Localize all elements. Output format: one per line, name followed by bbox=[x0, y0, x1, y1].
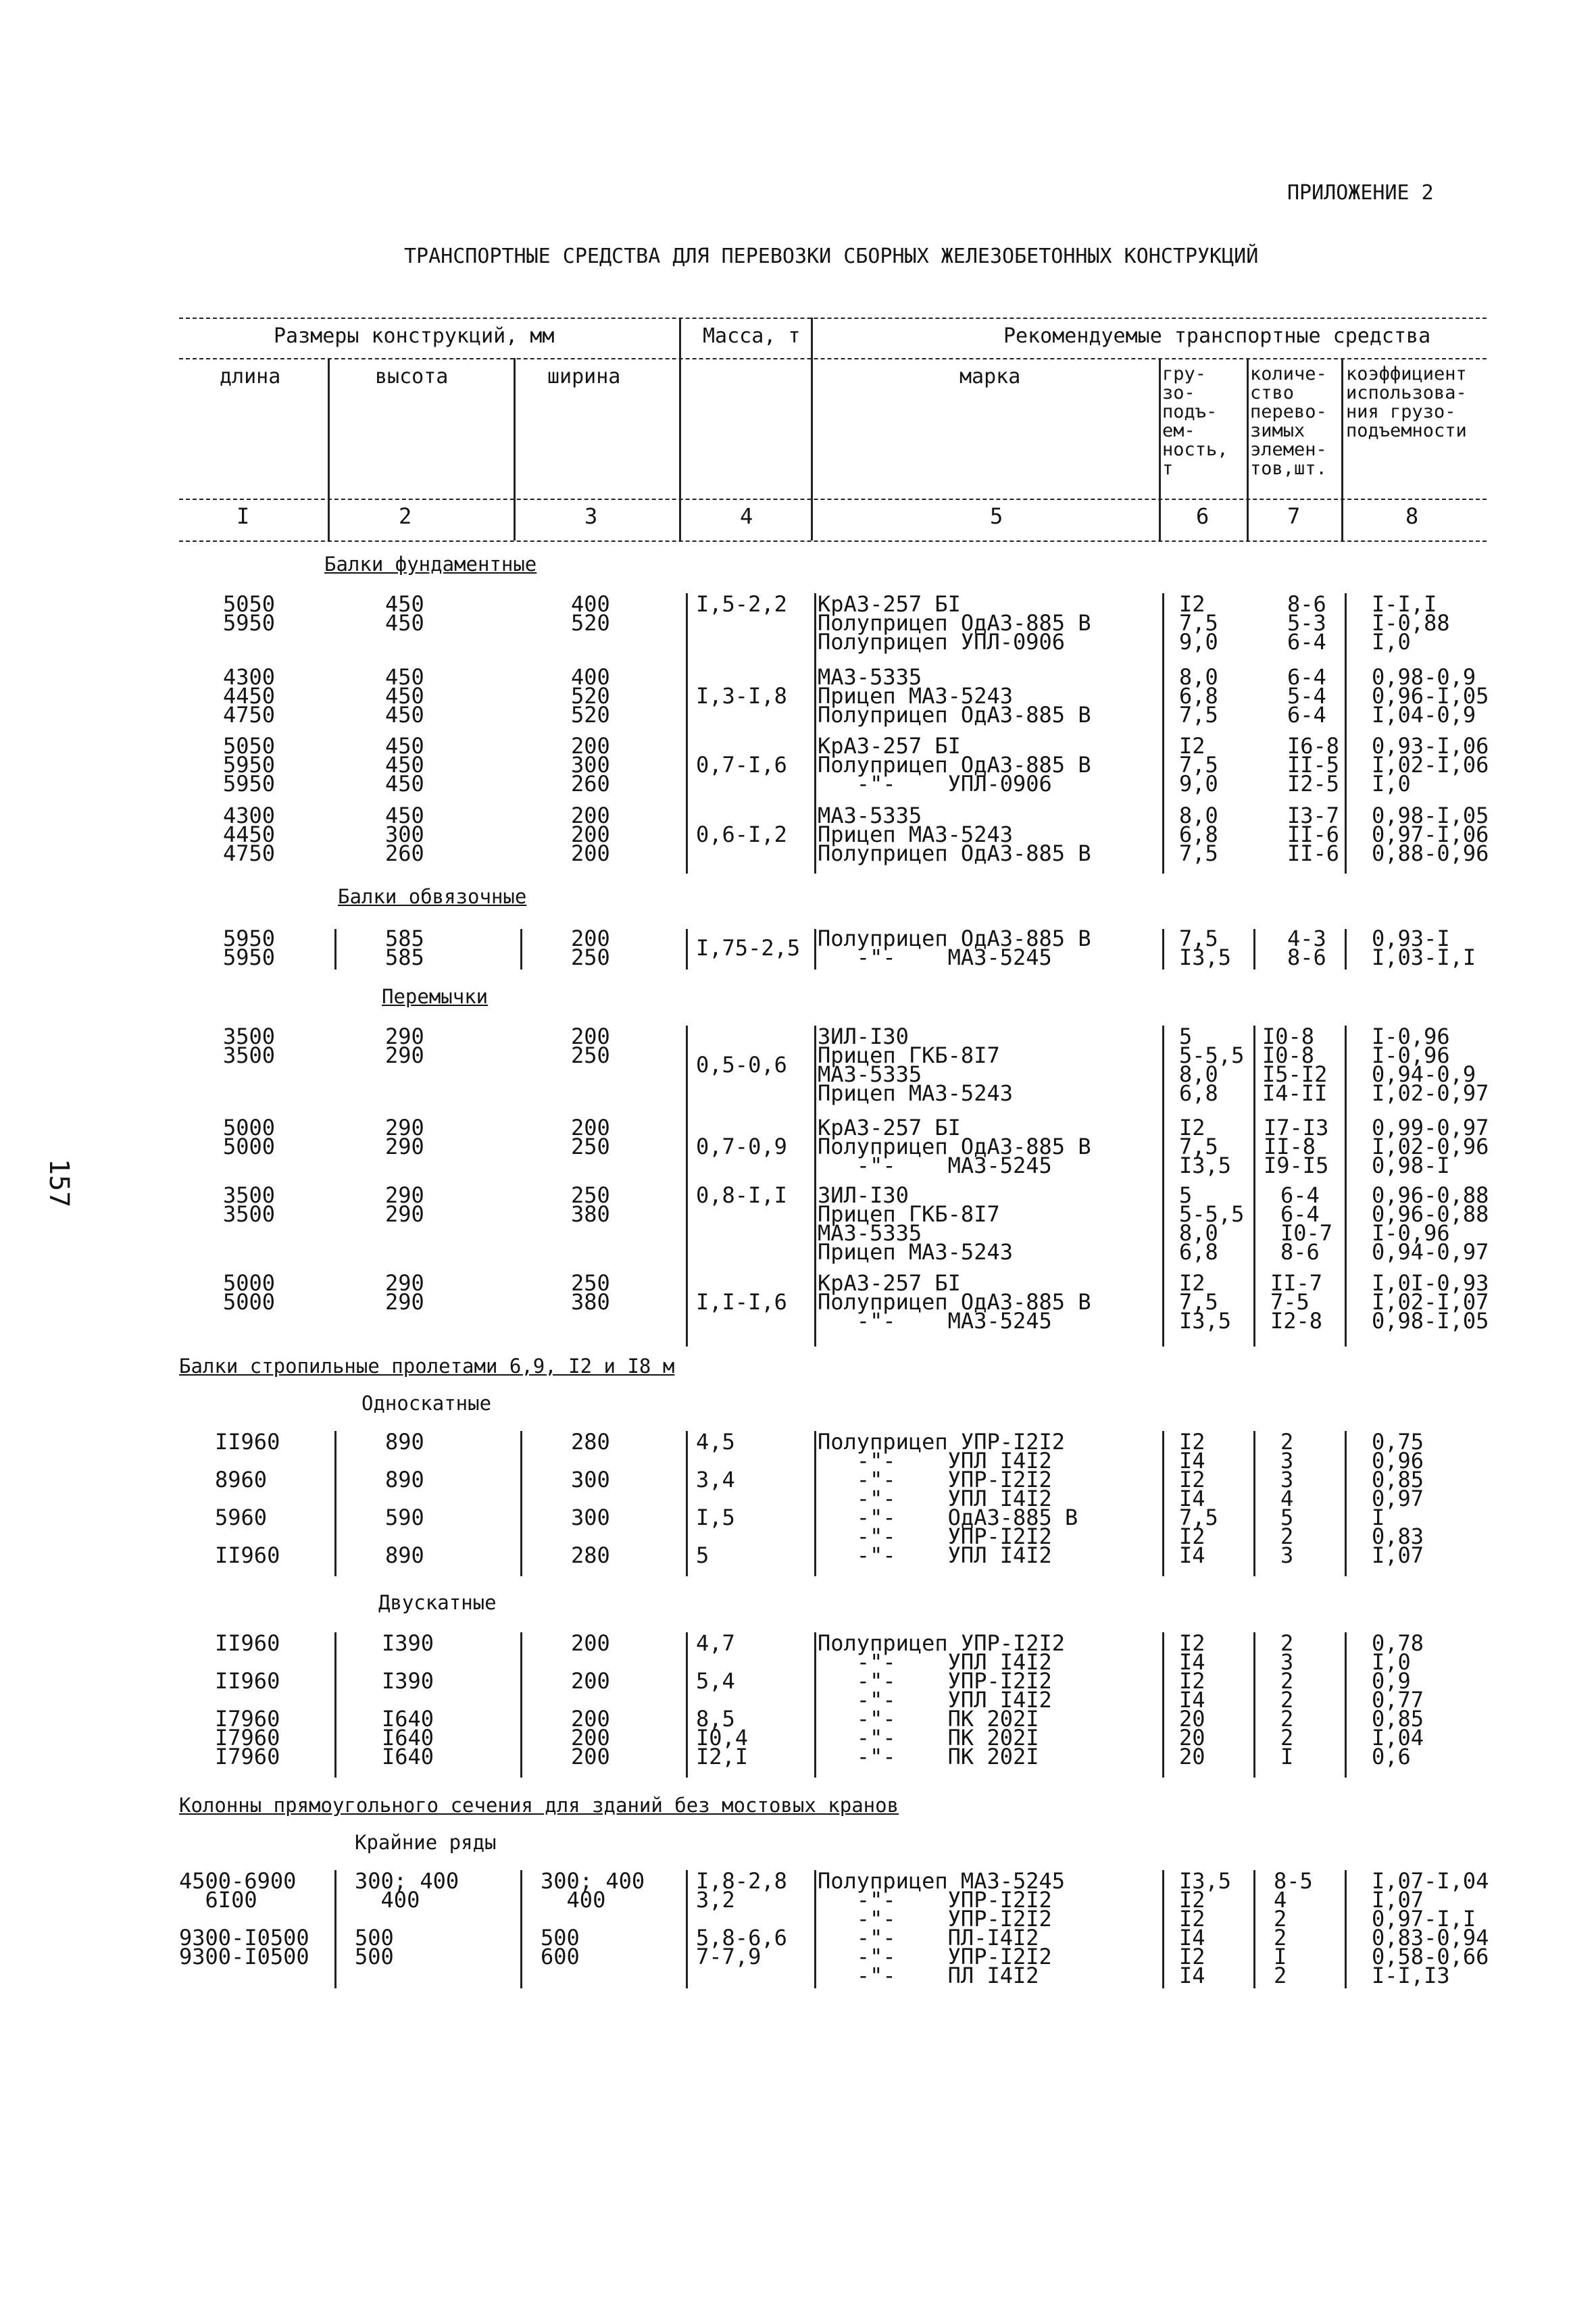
cell-coefficient: 0,96-0,88 0,96-0,88 I-0,96 0,94-0,97 bbox=[1372, 1182, 1489, 1265]
column-separator bbox=[1162, 593, 1164, 874]
column-separator bbox=[814, 593, 816, 874]
cell-width: 300; 400 400 500 600 bbox=[541, 1868, 645, 1969]
header-divider bbox=[679, 318, 681, 540]
table-top-line bbox=[179, 318, 1487, 319]
header-brand: марка bbox=[959, 365, 1021, 388]
cell-brand: ЗИЛ-I30 Прицеп ГКБ-8I7 МАЗ-5335 Прицеп МАЗ-5243 bbox=[818, 1024, 1013, 1106]
column-separator bbox=[1253, 1632, 1255, 1778]
column-separator bbox=[1345, 1026, 1347, 1347]
cell-brand: Полуприцеп МАЗ-5245 -"- УПР-I2I2 -"- УПР-I2I2 -"- ПЛ-I4I2 -"- УПР-I2I2 -"- ПЛ I4I2 bbox=[818, 1868, 1066, 1988]
cell-capacity: 8,0 6,8 7,5 bbox=[1179, 664, 1218, 728]
column-separator bbox=[520, 1632, 522, 1778]
cell-capacity: I2 7,5 I3,5 bbox=[1179, 1270, 1232, 1334]
header-divider bbox=[328, 358, 330, 540]
cell-length: 4500-6900 6I00 9300-I0500 9300-I0500 bbox=[179, 1868, 309, 1969]
cell-mass: 4,7 5,4 8,5 I0,4 I2,I bbox=[696, 1630, 749, 1769]
column-separator bbox=[814, 929, 816, 970]
cell-quantity: I0-8 I0-8 I5-I2 I4-II bbox=[1262, 1024, 1328, 1106]
header-dimensions: Размеры конструкций, мм bbox=[274, 324, 555, 348]
cell-quantity: 8-6 5-3 6-4 bbox=[1287, 591, 1326, 655]
section-heading: Перемычки bbox=[382, 985, 489, 1008]
cell-capacity: I2 7,5 9,0 bbox=[1179, 591, 1218, 655]
cell-width: 400 520 520 bbox=[571, 664, 610, 728]
cell-height: 290 290 bbox=[385, 1182, 424, 1227]
header-divider bbox=[514, 358, 516, 540]
column-separator bbox=[1253, 929, 1255, 970]
cell-brand: КрАЗ-257 БI Полуприцеп ОдАЗ-885 В -"- МАЗ-5245 bbox=[818, 1115, 1091, 1178]
column-separator bbox=[1345, 929, 1347, 970]
cell-length: 5000 5000 bbox=[223, 1270, 276, 1315]
cell-length: 3500 3500 bbox=[223, 1182, 276, 1227]
cell-coefficient: 0,99-0,97 I,02-0,96 0,98-I bbox=[1372, 1115, 1489, 1178]
column-number: 5 bbox=[990, 503, 1003, 529]
cell-quantity: 6-4 5-4 6-4 bbox=[1287, 664, 1326, 728]
cell-brand: КрАЗ-257 БI Полуприцеп ОдАЗ-885 В Полуприцеп УПЛ-0906 bbox=[818, 591, 1091, 655]
page-title: ТРАНСПОРТНЫЕ СРЕДСТВА ДЛЯ ПЕРЕВОЗКИ СБОРНЫХ ЖЕЛЕЗОБЕТОННЫХ КОНСТРУКЦИЙ bbox=[404, 245, 1259, 268]
column-separator bbox=[686, 929, 688, 970]
cell-length: 4300 4450 4750 bbox=[223, 664, 276, 728]
cell-coefficient: 0,75 0,96 0,85 0,97 I 0,83 I,07 bbox=[1372, 1429, 1424, 1568]
cell-coefficient: 0,78 I,0 0,9 0,77 0,85 I,04 0,6 bbox=[1372, 1630, 1424, 1769]
column-separator bbox=[1345, 593, 1347, 874]
cell-length: 5000 5000 bbox=[223, 1115, 276, 1159]
cell-width: 200 250 bbox=[571, 1024, 610, 1068]
column-number: 7 bbox=[1287, 503, 1301, 529]
header-coefficient: коэффициент использова- ния грузо- подъемности bbox=[1346, 363, 1467, 441]
cell-capacity: 8,0 6,8 7,5 bbox=[1179, 803, 1218, 866]
column-separator bbox=[1162, 1431, 1164, 1576]
column-separator bbox=[1162, 1026, 1164, 1347]
column-separator bbox=[520, 929, 522, 970]
cell-length: II960 II960 I7960 I7960 I7960 bbox=[215, 1630, 280, 1769]
column-separator bbox=[1345, 1431, 1347, 1576]
cell-mass: 0,8-I,I bbox=[696, 1182, 787, 1208]
cell-capacity: 5 5-5,5 8,0 6,8 bbox=[1179, 1182, 1245, 1265]
cell-coefficient: 0,93-I I,03-I,I bbox=[1372, 926, 1476, 970]
header-divider bbox=[1341, 358, 1343, 540]
cell-mass: I,3-I,8 bbox=[696, 683, 787, 709]
column-separator bbox=[334, 1632, 336, 1778]
column-separator bbox=[814, 1870, 816, 1988]
column-separator bbox=[334, 929, 336, 970]
column-separator bbox=[686, 1026, 688, 1347]
header-line-3 bbox=[179, 540, 1487, 542]
cell-mass: 0,5-0,6 bbox=[696, 1052, 787, 1078]
header-width: ширина bbox=[547, 365, 621, 388]
column-separator bbox=[1345, 1870, 1347, 1988]
column-separator bbox=[1162, 1870, 1164, 1988]
column-separator bbox=[1253, 1026, 1255, 1347]
cell-height: 450 450 bbox=[385, 591, 424, 636]
column-number: 6 bbox=[1196, 503, 1210, 529]
cell-height: 450 300 260 bbox=[385, 803, 424, 866]
cell-width: 400 520 bbox=[571, 591, 610, 636]
column-separator bbox=[334, 1870, 336, 1988]
cell-mass: 0,6-I,2 bbox=[696, 822, 787, 847]
column-separator bbox=[814, 1632, 816, 1778]
column-separator bbox=[1162, 929, 1164, 970]
cell-coefficient: I-0,96 I-0,96 0,94-0,9 I,02-0,97 bbox=[1372, 1024, 1489, 1106]
cell-quantity: 6-4 6-4 I0-7 8-6 bbox=[1280, 1182, 1333, 1265]
header-line-1 bbox=[179, 358, 1487, 359]
column-separator bbox=[1162, 1632, 1164, 1778]
column-separator bbox=[814, 1431, 816, 1576]
cell-quantity: 8-5 4 2 2 I 2 bbox=[1274, 1868, 1313, 1988]
cell-brand: Полуприцеп ОдАЗ-885 В -"- МАЗ-5245 bbox=[818, 926, 1091, 970]
header-capacity: гру- зо- подъ- ем- ность, т bbox=[1162, 363, 1228, 479]
cell-brand: МАЗ-5335 Прицеп МАЗ-5243 Полуприцеп ОдАЗ-885 В bbox=[818, 803, 1091, 866]
column-separator bbox=[686, 1431, 688, 1576]
cell-width: 280 300 300 280 bbox=[571, 1429, 610, 1568]
column-separator bbox=[520, 1870, 522, 1988]
header-divider bbox=[1247, 358, 1249, 540]
page-number: 157 bbox=[43, 1159, 74, 1208]
column-number: 3 bbox=[584, 503, 598, 529]
column-number: I bbox=[236, 503, 250, 529]
cell-mass: 4,5 3,4 I,5 5 bbox=[696, 1429, 735, 1568]
header-line-2 bbox=[179, 499, 1487, 500]
column-separator bbox=[686, 593, 688, 874]
cell-capacity: I2 7,5 9,0 bbox=[1179, 733, 1218, 797]
cell-brand: КрАЗ-257 БI Полуприцеп ОдАЗ-885 В -"- МАЗ-5245 bbox=[818, 1270, 1091, 1334]
cell-width: 200 300 260 bbox=[571, 733, 610, 797]
cell-brand: Полуприцеп УПР-I2I2 -"- УПЛ I4I2 -"- УПР-I2I2 -"- УПЛ I4I2 -"- ПК 202I -"- ПК 202I -"- ПК 202I bbox=[818, 1630, 1066, 1769]
header-mass: Масса, т bbox=[703, 324, 801, 348]
column-number: 4 bbox=[740, 503, 753, 529]
cell-brand: КрАЗ-257 БI Полуприцеп ОдАЗ-885 В -"- УПЛ-0906 bbox=[818, 733, 1091, 797]
subsection-heading: Односкатные bbox=[361, 1392, 492, 1415]
cell-coefficient: 0,98-0,9 0,96-I,05 I,04-0,9 bbox=[1372, 664, 1489, 728]
header-transport: Рекомендуемые транспортные средства bbox=[1003, 324, 1431, 348]
section-heading: Балки стропильные пролетами 6,9, I2 и I8 м bbox=[179, 1355, 675, 1378]
cell-width: 200 200 200 200 200 bbox=[571, 1630, 610, 1769]
cell-length: 3500 3500 bbox=[223, 1024, 276, 1068]
column-separator bbox=[334, 1431, 336, 1576]
cell-height: 450 450 450 bbox=[385, 733, 424, 797]
cell-quantity: 2 3 2 2 2 2 I bbox=[1280, 1630, 1294, 1769]
cell-quantity: I3-7 II-6 II-6 bbox=[1287, 803, 1340, 866]
cell-width: 250 380 bbox=[571, 1270, 610, 1315]
cell-length: 4300 4450 4750 bbox=[223, 803, 276, 866]
cell-width: 200 250 bbox=[571, 1115, 610, 1159]
column-separator bbox=[1253, 1431, 1255, 1576]
cell-coefficient: I,0I-0,93 I,02-I,07 0,98-I,05 bbox=[1372, 1270, 1489, 1334]
column-separator bbox=[814, 1026, 816, 1347]
cell-brand: ЗИЛ-I30 Прицеп ГКБ-8I7 МАЗ-5335 Прицеп МАЗ-5243 bbox=[818, 1182, 1013, 1265]
section-heading: Балки фундаментные bbox=[324, 553, 537, 576]
cell-quantity: 2 3 3 4 5 2 3 bbox=[1280, 1429, 1294, 1568]
header-quantity: количе- ство перево- зимых элемен- тов,шт. bbox=[1250, 363, 1327, 479]
header-length: длина bbox=[220, 365, 281, 388]
cell-mass: 0,7-0,9 bbox=[696, 1134, 787, 1159]
column-separator bbox=[1345, 1632, 1347, 1778]
cell-height: 585 585 bbox=[385, 926, 424, 970]
cell-coefficient: I-I,I I-0,88 I,0 bbox=[1372, 591, 1450, 655]
subsection-heading: Двускатные bbox=[378, 1591, 497, 1614]
cell-capacity: 5 5-5,5 8,0 6,8 bbox=[1179, 1024, 1245, 1106]
cell-mass: I,75-2,5 bbox=[696, 935, 801, 961]
cell-height: 890 890 590 890 bbox=[385, 1429, 424, 1568]
appendix-label: ПРИЛОЖЕНИЕ 2 bbox=[1287, 181, 1434, 205]
cell-coefficient: I,07-I,04 I,07 0,97-I,I 0,83-0,94 0,58-0,66 I-I,I3 bbox=[1372, 1868, 1489, 1988]
cell-quantity: I7-I3 II-8 I9-I5 bbox=[1264, 1115, 1329, 1178]
cell-brand: Полуприцеп УПР-I2I2 -"- УПЛ I4I2 -"- УПР-I2I2 -"- УПЛ I4I2 -"- ОдАЗ-885 В -"- УПР-I2I2 -"- УПЛ I4I2 bbox=[818, 1429, 1078, 1568]
header-height: высота bbox=[375, 365, 449, 388]
cell-mass: I,I-I,6 bbox=[696, 1289, 787, 1315]
cell-capacity: I2 7,5 I3,5 bbox=[1179, 1115, 1232, 1178]
cell-height: 450 450 450 bbox=[385, 664, 424, 728]
header-divider bbox=[1159, 358, 1161, 540]
cell-width: 200 250 bbox=[571, 926, 610, 970]
cell-capacity: I2 I4 I2 I4 7,5 I2 I4 bbox=[1179, 1429, 1218, 1568]
cell-quantity: I6-8 II-5 I2-5 bbox=[1287, 733, 1340, 797]
cell-height: I390 I390 I640 I640 I640 bbox=[382, 1630, 434, 1769]
cell-height: 290 290 bbox=[385, 1270, 424, 1315]
cell-capacity: I3,5 I2 I2 I4 I2 I4 bbox=[1179, 1868, 1232, 1988]
cell-mass: I,8-2,8 3,2 5,8-6,6 7-7,9 bbox=[696, 1868, 787, 1969]
cell-width: 200 200 200 bbox=[571, 803, 610, 866]
cell-length: II960 8960 5960 II960 bbox=[215, 1429, 280, 1568]
column-number: 2 bbox=[399, 503, 412, 529]
column-number: 8 bbox=[1405, 503, 1419, 529]
cell-quantity: 4-3 8-6 bbox=[1287, 926, 1326, 970]
cell-length: 5050 5950 bbox=[223, 591, 276, 636]
cell-length: 5050 5950 5950 bbox=[223, 733, 276, 797]
section-heading: Колонны прямоугольного сечения для зданий без мостовых кранов bbox=[179, 1794, 899, 1817]
column-separator bbox=[520, 1431, 522, 1576]
column-separator bbox=[686, 1632, 688, 1778]
column-separator bbox=[686, 1870, 688, 1988]
cell-coefficient: 0,98-I,05 0,97-I,06 0,88-0,96 bbox=[1372, 803, 1489, 866]
cell-capacity: 7,5 I3,5 bbox=[1179, 926, 1232, 970]
cell-capacity: I2 I4 I2 I4 20 20 20 bbox=[1179, 1630, 1205, 1769]
cell-length: 5950 5950 bbox=[223, 926, 276, 970]
header-divider bbox=[811, 318, 813, 540]
cell-mass: I,5-2,2 bbox=[696, 591, 787, 617]
cell-height: 300; 400 400 500 500 bbox=[355, 1868, 459, 1969]
cell-mass: 0,7-I,6 bbox=[696, 752, 787, 778]
subsection-heading: Крайние ряды bbox=[355, 1831, 497, 1854]
cell-height: 290 290 bbox=[385, 1024, 424, 1068]
column-separator bbox=[1253, 1870, 1255, 1988]
cell-brand: МАЗ-5335 Прицеп МАЗ-5243 Полуприцеп ОдАЗ-885 В bbox=[818, 664, 1091, 728]
cell-quantity: II-7 7-5 I2-8 bbox=[1270, 1270, 1323, 1334]
cell-coefficient: 0,93-I,06 I,02-I,06 I,0 bbox=[1372, 733, 1489, 797]
cell-width: 250 380 bbox=[571, 1182, 610, 1227]
section-heading: Балки обвязочные bbox=[338, 885, 527, 908]
cell-height: 290 290 bbox=[385, 1115, 424, 1159]
